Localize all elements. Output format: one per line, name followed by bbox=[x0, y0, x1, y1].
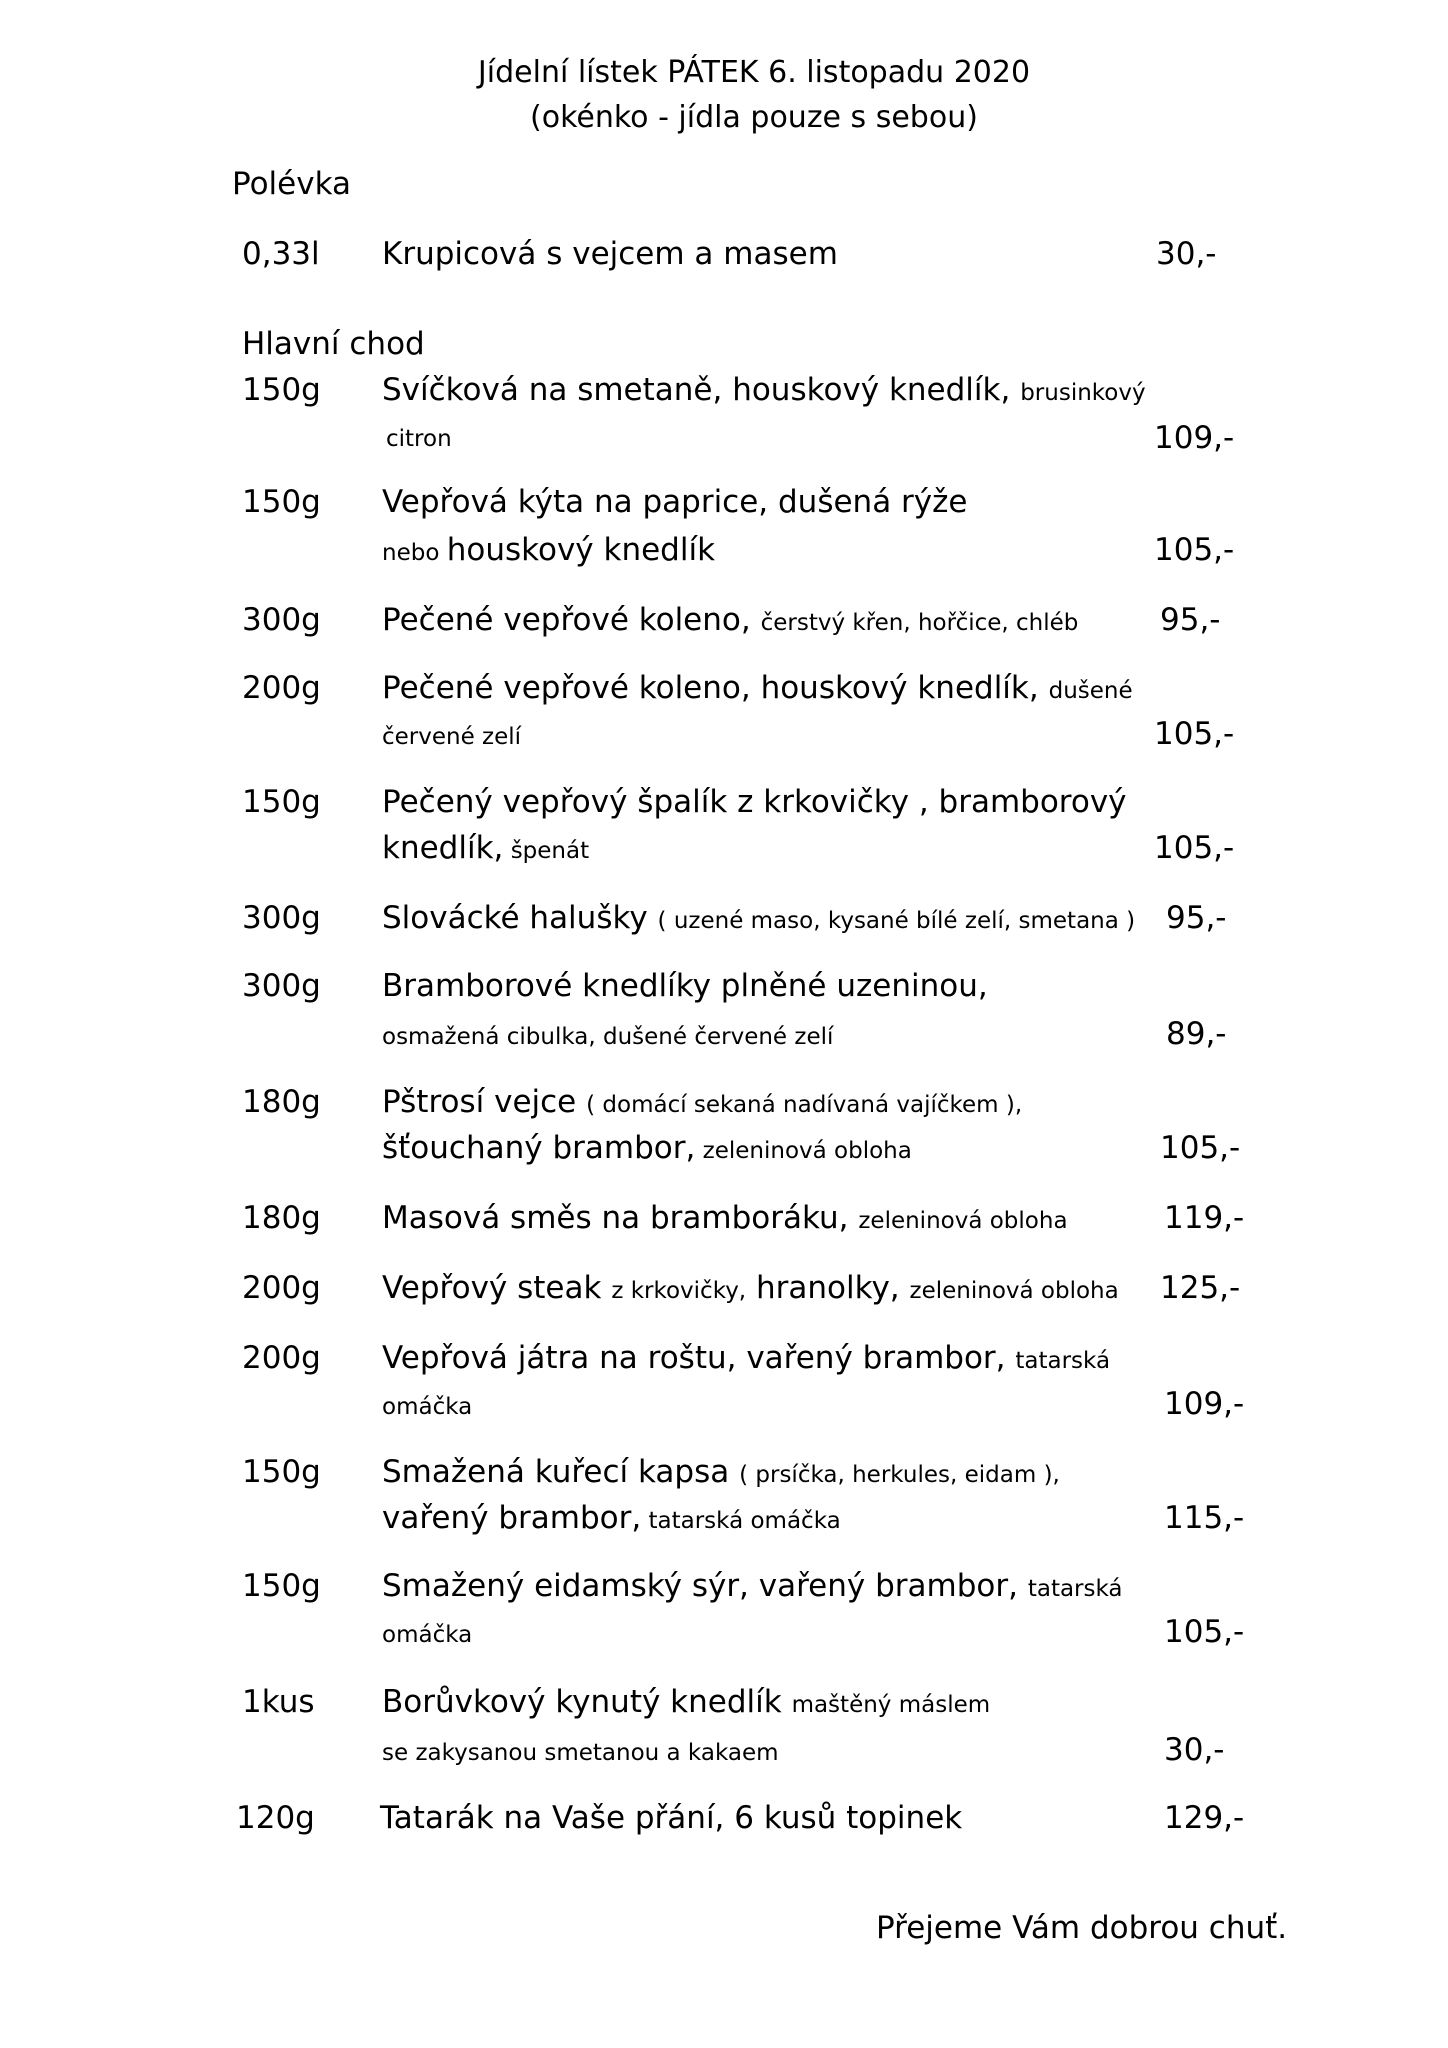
closing-wish: Přejeme Vám dobrou chuť. bbox=[876, 1910, 1288, 1946]
item-price: 119,- bbox=[1164, 1200, 1245, 1236]
item-name: Pštrosí vejce ( domácí sekaná nadívaná vajíčkem ), bbox=[382, 1084, 1023, 1120]
title-line-2: (okénko - jídla pouze s sebou) bbox=[530, 100, 978, 135]
item-description: omáčka bbox=[382, 1622, 473, 1648]
item-qty: 200g bbox=[242, 670, 321, 706]
soup-heading: Polévka bbox=[232, 166, 351, 202]
item-price: 109,- bbox=[1164, 1386, 1245, 1422]
item-description: šťouchaný brambor, zeleninová obloha bbox=[382, 1130, 912, 1166]
soup-qty: 0,33l bbox=[242, 236, 320, 272]
item-description: se zakysanou smetanou a kakaem bbox=[382, 1740, 779, 1766]
item-description: osmažená cibulka, dušené červené zelí bbox=[382, 1024, 834, 1050]
item-name: Pečené vepřové koleno, čerstvý křen, hořčice, chléb bbox=[382, 602, 1079, 638]
item-price: 129,- bbox=[1164, 1800, 1245, 1836]
item-price: 105,- bbox=[1154, 532, 1235, 568]
item-qty: 300g bbox=[242, 968, 321, 1004]
item-price: 105,- bbox=[1154, 830, 1235, 866]
item-name: Vepřový steak z krkovičky, hranolky, zeleninová obloha bbox=[382, 1270, 1119, 1306]
item-name: Tatarák na Vaše přání, 6 kusů topinek bbox=[380, 1800, 963, 1836]
item-name: Smažená kuřecí kapsa ( prsíčka, herkules, eidam ), bbox=[382, 1454, 1060, 1490]
item-price: 95,- bbox=[1160, 602, 1221, 638]
item-price: 105,- bbox=[1160, 1130, 1241, 1166]
soup-name: Krupicová s vejcem a masem bbox=[382, 236, 838, 272]
item-qty: 150g bbox=[242, 372, 321, 408]
item-name: Pečený vepřový špalík z krkovičky , bramborový bbox=[382, 784, 1127, 820]
item-qty: 180g bbox=[242, 1200, 321, 1236]
item-price: 95,- bbox=[1166, 900, 1227, 936]
item-qty: 300g bbox=[242, 602, 321, 638]
item-description: citron bbox=[386, 426, 452, 452]
item-name: Pečené vepřové koleno, houskový knedlík, dušené bbox=[382, 670, 1133, 706]
item-name: Borůvkový kynutý knedlík maštěný máslem bbox=[382, 1684, 991, 1720]
item-price: 89,- bbox=[1166, 1016, 1227, 1052]
item-qty: 150g bbox=[242, 784, 321, 820]
item-qty: 300g bbox=[242, 900, 321, 936]
item-description: knedlík, špenát bbox=[382, 830, 590, 866]
item-qty: 180g bbox=[242, 1084, 321, 1120]
item-price: 30,- bbox=[1164, 1732, 1225, 1768]
item-name: Masová směs na bramboráku, zeleninová obloha bbox=[382, 1200, 1068, 1236]
item-qty: 150g bbox=[242, 484, 321, 520]
item-qty: 150g bbox=[242, 1568, 321, 1604]
item-qty: 200g bbox=[242, 1340, 321, 1376]
item-name: Vepřová kýta na paprice, dušená rýže bbox=[382, 484, 968, 520]
item-name: Vepřová játra na roštu, vařený brambor, tatarská bbox=[382, 1340, 1111, 1376]
item-qty: 150g bbox=[242, 1454, 321, 1490]
menu-title bbox=[30, 50, 1448, 140]
item-description: červené zelí bbox=[382, 724, 522, 750]
main-course-heading: Hlavní chod bbox=[242, 326, 425, 362]
item-price: 125,- bbox=[1160, 1270, 1241, 1306]
item-price: 105,- bbox=[1164, 1614, 1245, 1650]
item-name: Bramborové knedlíky plněné uzeninou, bbox=[382, 968, 988, 1004]
item-name: Smažený eidamský sýr, vařený brambor, tatarská bbox=[382, 1568, 1123, 1604]
item-qty: 1kus bbox=[242, 1684, 315, 1720]
item-qty: 120g bbox=[236, 1800, 315, 1836]
soup-price: 30,- bbox=[1156, 236, 1217, 272]
item-description: omáčka bbox=[382, 1394, 473, 1420]
item-qty: 200g bbox=[242, 1270, 321, 1306]
item-price: 115,- bbox=[1164, 1500, 1245, 1536]
item-description: nebo houskový knedlík bbox=[382, 532, 716, 568]
item-price: 109,- bbox=[1154, 420, 1235, 456]
item-name: Svíčková na smetaně, houskový knedlík, brusinkový bbox=[382, 372, 1146, 408]
item-name: Slovácké halušky ( uzené maso, kysané bílé zelí, smetana ) bbox=[382, 900, 1136, 936]
item-description: vařený brambor, tatarská omáčka bbox=[382, 1500, 841, 1536]
item-price: 105,- bbox=[1154, 716, 1235, 752]
title-line-1: Jídelní lístek PÁTEK 6. listopadu 2020 bbox=[477, 55, 1031, 90]
